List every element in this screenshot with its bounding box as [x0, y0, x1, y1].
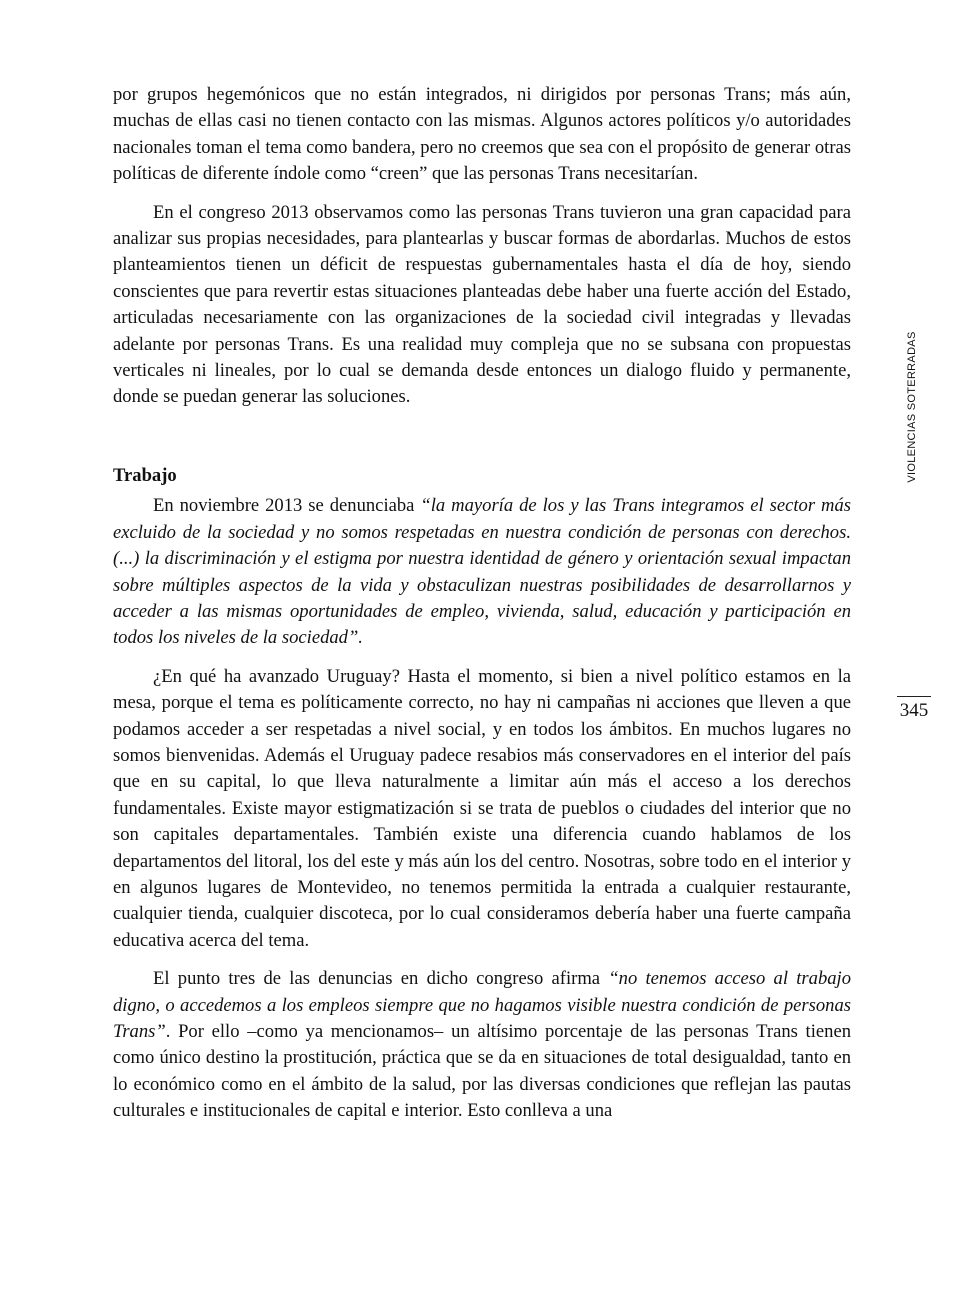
paragraph-4: ¿En qué ha avanzado Uruguay? Hasta el momento, si bien a nivel político estamos en la mesa, porque el tema es políticamente correcto, no hay ni campañas ni acciones que lleven a que podamos acceder a ser respetadas a nivel social, y en todos los ámbitos. En muchos lugares no somos bienvenidas. Además el Uruguay padece resabios más conservadores en el interior del país que en su capital, lo que lleva naturalmente a limitar aún más el acceso a los derechos fundamentales. Existe mayor estigmatización si se trata de pueblos o ciudades del interior que no son capitales departamentales. También existe una diferencia cuando hablamos de los departamentos del litoral, los del este y más aún los del centro. Nosotras, sobre todo en el interior y en algunos lugares de Montevideo, no tenemos permitida la entrada a cualquier restaurante, cualquier tienda, cualquier discoteca, por lo cual consideramos debería haber una fuerte campaña educativa acerca del tema.	[113, 665, 851, 951]
paragraph-3-intro: En noviembre 2013 se denunciaba	[153, 495, 421, 517]
body-text	[113, 82, 851, 1125]
paragraph-5-rest: . Por ello –como ya mencionamos– un altísimo porcentaje de las personas Trans tienen como único destino la prostitución, práctica que se da en situaciones de total desigualdad, tanto en lo económico como en el ámbito de la salud, por las diversas condiciones que reflejan las pautas culturales e institucionales de capital e interior. Esto conlleva a una	[113, 1021, 851, 1122]
paragraph-2: En el congreso 2013 observamos como las personas Trans tuvieron una gran capacidad para analizar sus propias necesidades, para plantearlas y buscar formas de abordarlas. Muchos de estos planteamientos tienen un déficit de respuestas gubernamentales hasta el día de hoy, siendo conscientes que para revertir estas situaciones planteadas debe haber una fuerte acción del Estado, articuladas necesariamente con las organizaciones de la sociedad civil integradas y llevadas adelante por personas Trans. Es una realidad muy compleja que no se subsana con propuestas verticales ni lineales, por lo cual se demanda desde entonces un dialogo fluido y permanente, donde se puedan generar las soluciones.	[113, 201, 851, 408]
paragraph-5-quote: “no tenemos acceso al trabajo digno, o accedemos a los empleos siempre que no hagamos visible nuestra condición de personas Trans”	[113, 968, 851, 1042]
paragraph-1: por grupos hegemónicos que no están integrados, ni dirigidos por personas Trans; más aún, muchas de ellas casi no tienen contacto con las mismas. Algunos actores políticos y/o autoridades nacionales toman el tema como bandera, pero no creemos que sea con el propósito de generar otras políticas de diferente índole como “creen” que las personas Trans necesitarían.	[113, 84, 851, 185]
page-number-rule	[897, 696, 931, 697]
paragraph-5	[113, 966, 851, 1124]
paragraph-3-quote: “la mayoría de los y las Trans integramos el sector más excluido de la sociedad y no somos respetadas en nuestra condición de personas con derechos. (...) la discriminación y el estigma por nuestra identidad de género y orientación sexual impactan sobre múltiples aspectos de la vida y obstaculizan nuestras posibilidades de desarrollarnos y acceder a las mismas oportunidades de empleo, vivienda, salud, educación y participación en todos los niveles de la sociedad”.	[113, 495, 851, 649]
paragraph-5-intro: El punto tres de las denuncias en dicho congreso afirma	[153, 968, 609, 990]
page-number: 345	[899, 700, 929, 721]
paragraph-3	[113, 493, 851, 651]
running-head: VIOLENCIAS SOTERRADAS	[906, 331, 918, 483]
section-heading-trabajo: Trabajo	[113, 464, 177, 486]
